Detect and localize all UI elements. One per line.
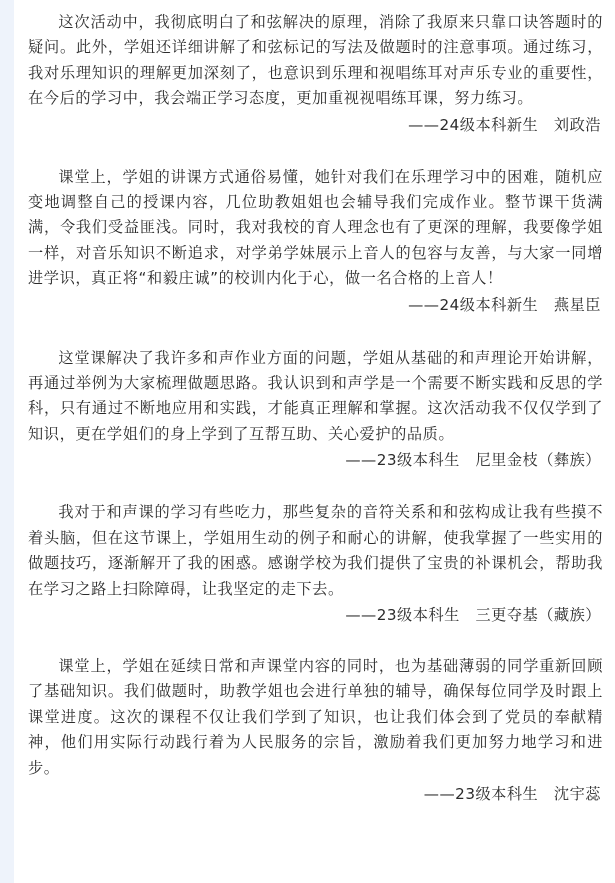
testimonial-signature: ——23级本科生 沈宇蕊 [423,784,601,803]
testimonial-4 [28,500,603,628]
testimonial-5 [28,654,603,807]
testimonial-1 [28,10,603,138]
testimonial-signature: ——23级本科生 尼里金枝（彝族） [345,451,601,470]
testimonial-text: 课堂上，学姐在延续日常和声课堂内容的同时，也为基础薄弱的同学重新回顾了基础知识。我们做题时，助教学姐也会进行单独的辅导，确保每位同学及时跟上课堂进度。这次的课程不仅让我们学到了知识，也让我们体会到了党员的奉献精神，他们用实际行动践行着为人民服务的宗旨，激励着我们更加努力地学习和进步。 [28,656,603,777]
testimonial-text: 我对于和声课的学习有些吃力，那些复杂的音符关系和和弦构成让我有些摸不着头脑，但在这节课上，学姐用生动的例子和耐心的讲解，使我掌握了一些实用的做题技巧，逐渐解开了我的困惑。感谢学校为我们提供了宝贵的补课机会，帮助我在学习之路上扫除障碍，让我坚定的走下去。 [28,503,603,598]
article-page [14,0,615,883]
testimonial-text: 这次活动中，我彻底明白了和弦解决的原理，消除了我原来只靠口诀答题时的疑问。此外，学姐还详细讲解了和弦标记的写法及做题时的注意事项。通过练习，我对乐理知识的理解更加深刻了，也意识到乐理和视唱练耳对声乐专业的重要性，在今后的学习中，我会端正学习态度，更加重视视唱练耳课，努力练习。 [28,13,603,108]
testimonial-text: 这堂课解决了我许多和声作业方面的问题，学姐从基础的和声理论开始讲解，再通过举例为大家梳理做题思路。我认识到和声学是一个需要不断实践和反思的学科，只有通过不断地应用和实践，才能真正理解和掌握。这次活动我不仅仅学到了知识，更在学姐们的身上学到了互帮互助、关心爱护的品质。 [28,348,603,443]
testimonial-signature: ——23级本科生 三更夺基（藏族） [345,605,601,624]
testimonial-3 [28,346,603,474]
testimonial-2 [28,165,603,318]
testimonial-text: 课堂上，学姐的讲课方式通俗易懂，她针对我们在乐理学习中的困难，随机应变地调整自己的授课内容，几位助教姐姐也会辅导我们完成作业。整节课干货满满，令我们受益匪浅。同时，我对我校的育人理念也有了更深的理解，我要像学姐一样，对音乐知识不断追求，对学弟学妹展示上音人的包容与友善，与大家一同增进学识，真正将“和毅庄诚”的校训内化于心，做一名合格的上音人！ [28,167,603,288]
testimonial-signature: ——24级本科新生 燕星臣 [408,295,601,314]
testimonial-signature: ——24级本科新生 刘政浩 [408,115,601,134]
